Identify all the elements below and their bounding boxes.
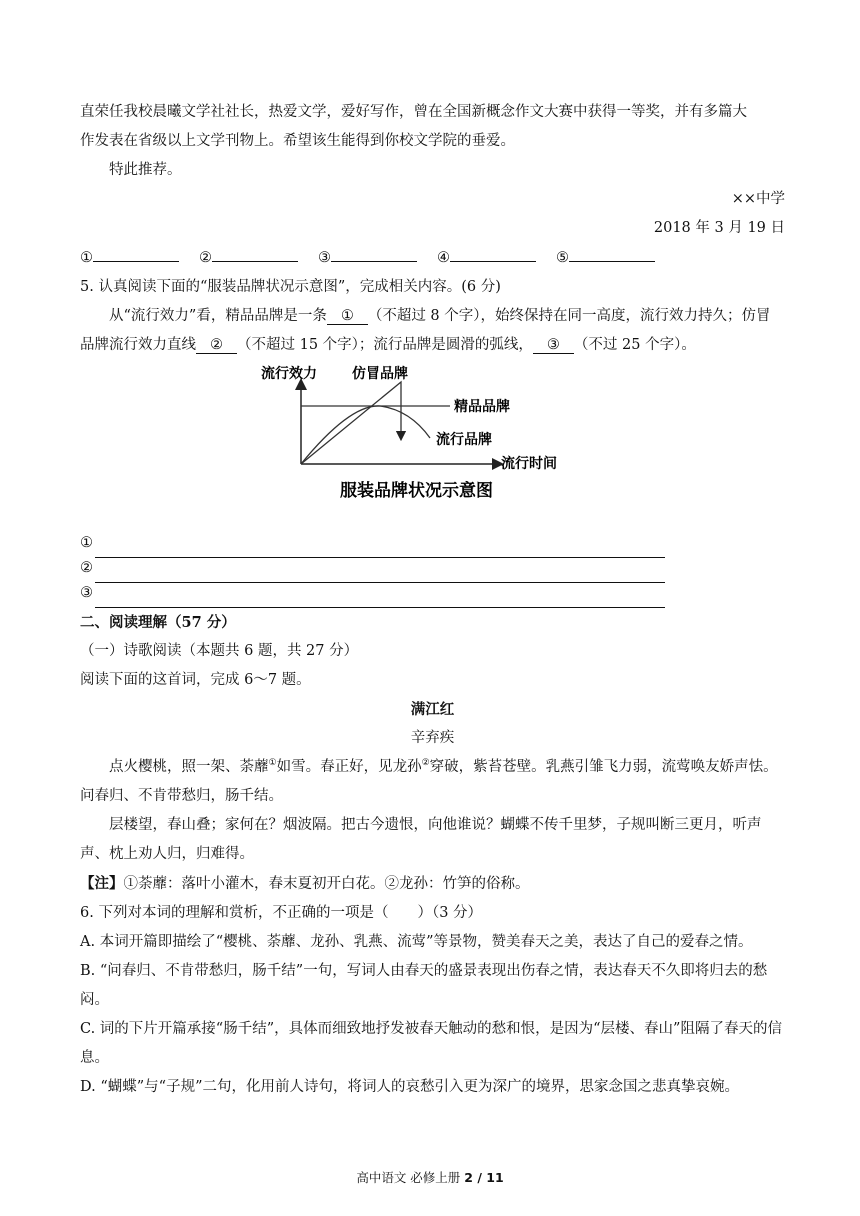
page-content [80,98,785,1102]
letter-body-2: 作发表在省级以上文学刊物上。希望该生能得到你校文学院的垂爱。 [80,133,515,149]
q5-blank-3[interactable]: ③ [533,337,574,354]
q6-option-a[interactable]: A. 本词开篇即描绘了“樱桃、荼蘼、龙孙、乳燕、流莺”等景物，赞美春天之美，表达了自己的爱春之情。 [80,934,753,950]
answer-line-2[interactable]: ② [80,558,785,583]
blank-5[interactable]: ⑤ [556,243,655,273]
fake-label: 仿冒品牌 [352,366,408,382]
q6-option-d[interactable]: D. “蝴蝶”与“子规”二句，化用前人诗句，将词人的哀愁引入更为深广的境界，思家念国之悲真挚哀婉。 [80,1079,739,1095]
q5-title: 5. 认真阅读下面的“服装品牌状况示意图”，完成相关内容。(6 分) [80,279,501,295]
q5-paragraph: 从“流行效力”看，精品品牌是一条 ① （不超过 8 个字），始终保持在同一高度，流行效力持久；仿冒品牌流行效力直线 ② （不超过 15 个字）；流行品牌是圆滑的弧线， ③ （不过 25 个字）。 [80,308,771,353]
poem-author: 辛弃疾 [410,730,455,746]
page-number: 2 / 11 [464,1170,504,1185]
answer-line-1[interactable]: ① [80,533,785,558]
section-heading: 二、阅读理解（57 分） [80,614,236,631]
letter-closing: 特此推荐。 [109,162,182,178]
blanks-row [80,243,785,273]
poem-title: 满江红 [410,701,455,718]
letter-body-1: 直荣任我校晨曦文学社社长，热爱文学，爱好写作，曾在全国新概念作文大赛中获得一等奖，并有多篇大 [80,104,747,120]
poem-note: 【注】①荼蘼：落叶小灌木，春末夏初开白花。②龙孙：竹笋的俗称。 [80,875,530,892]
page-footer: 高中语文 必修上册 2 / 11 [356,1170,504,1185]
premium-label: 精品品牌 [454,399,510,415]
poem-stanza-2: 层楼望，春山叠；家何在？烟波隔。把古今遗恨，向他谁说？蝴蝶不传千里梦，子规叫断三更月，听声声、枕上劝人归，归难得。 [80,817,762,862]
trend-curve [301,406,430,464]
section-sub: （一）诗歌阅读（本题共 6 题，共 27 分） [80,643,359,659]
q5-blank-2[interactable]: ② [196,337,237,354]
blank-4[interactable]: ④ [437,243,536,273]
y-axis-label: 流行效力 [261,366,317,382]
letter-signature: ××中学 [731,191,785,207]
q6-option-b[interactable]: B. “问春归、不肯带愁归，肠千结”一句，写词人由春天的盛景表现出伤春之情，表达春天不久即将归去的愁闷。 [80,963,768,1008]
figure-caption: 服装品牌状况示意图 [340,481,493,501]
blank-3[interactable]: ③ [318,243,417,273]
x-axis-label: 流行时间 [501,456,557,472]
answer-line-3[interactable]: ③ [80,583,785,608]
blank-2[interactable]: ② [199,243,298,273]
q5-blank-1[interactable]: ① [327,308,368,325]
brand-diagram [80,364,785,514]
poem-stanza-1: 点火樱桃，照一架、荼蘼①如雪。春正好，见龙孙②穿破，紫苔苍壁。乳燕引雏飞力弱，流莺唤友娇声怯。问春归、不肯带愁归，肠千结。 [80,758,778,804]
fake-line [301,382,401,464]
letter-date: 2018 年 3 月 19 日 [653,220,785,236]
trend-label: 流行品牌 [436,432,492,448]
q6-option-c[interactable]: C. 词的下片开篇承接“肠千结”，具体而细致地抒发被春天触动的愁和恨，是因为“层楼、春山”阻隔了春天的信息。 [80,1021,782,1066]
q6-stem: 6. 下列对本词的理解和赏析，不正确的一项是（ ）（3 分） [80,905,483,921]
section-instruction: 阅读下面的这首词，完成 6～7 题。 [80,672,311,688]
blank-1[interactable]: ① [80,243,179,273]
